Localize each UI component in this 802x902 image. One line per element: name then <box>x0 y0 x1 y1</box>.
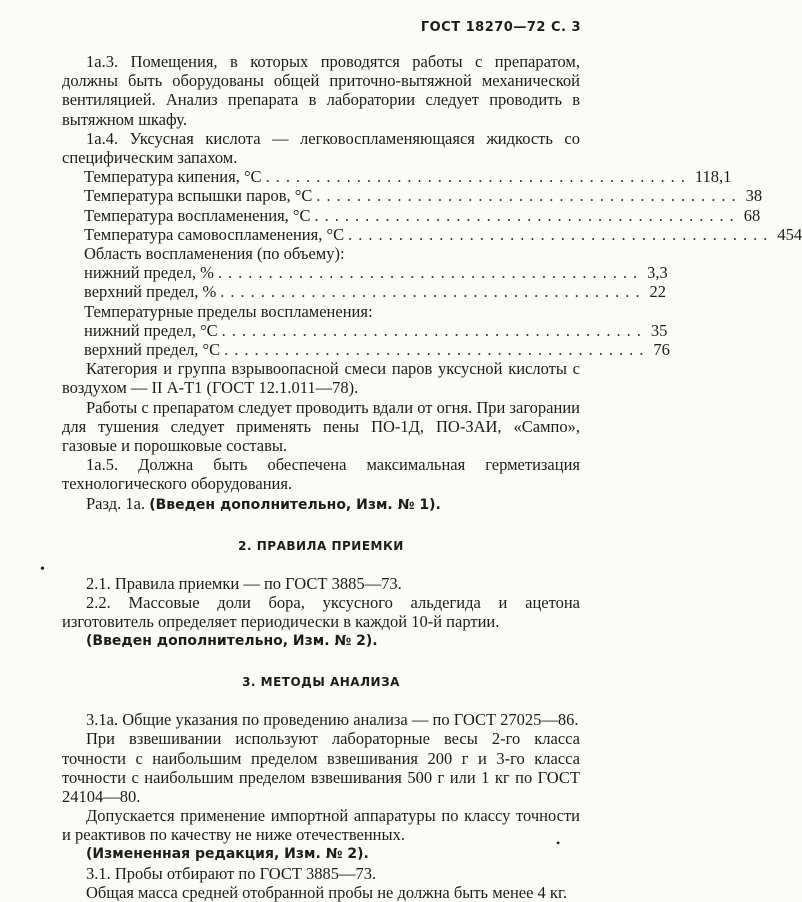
paragraph-1a5: 1а.5. Должна быть обеспечена максимальная герметизация технологического оборудования. <box>62 455 580 494</box>
property-label: нижний предел, % <box>84 263 214 283</box>
margin-mark: • <box>40 562 45 577</box>
paragraph-1a4: 1а.4. Уксусная кислота — легковоспламеняющаяся жидкость со специфическим запахом. <box>62 128 580 168</box>
property-row <box>62 167 732 187</box>
paragraph-category: Категория и группа взрывоопасной смеси паров уксусной кислоты с воздухом — II А-Т1 (ГОСТ 12.1.011—78). <box>62 359 580 398</box>
property-row <box>62 263 668 283</box>
property-label: Температура воспламенения, °С <box>84 205 311 225</box>
property-label: Температура вспышки паров, °С <box>84 186 313 206</box>
paragraph-2-2: 2.2. Массовые доли бора, уксусного альдегида и ацетона изготовитель определяет периодически в каждой 10-й партии. <box>62 593 580 632</box>
property-row <box>62 186 763 206</box>
temp-title: Температурные пределы воспламенения: <box>84 301 373 321</box>
property-label: нижний предел, °С <box>84 320 218 340</box>
paragraph-3-1: 3.1. Пробы отбирают по ГОСТ 3885—73. <box>86 863 377 883</box>
property-value: 454 <box>777 224 802 244</box>
paragraph-razd <box>62 494 580 515</box>
section-2-heading: 2. ПРАВИЛА ПРИЕМКИ <box>238 538 404 553</box>
property-row <box>62 282 667 302</box>
property-value: 35 <box>650 320 668 340</box>
paragraph-1a3: 1а.3. Помещения, в которых проводятся работы с препаратом, должны быть оборудованы общей приточно-вытяжной механической вентиляцией. Анализ препарата в лаборатории следует проводить в вытяжном шкафу. <box>62 52 580 129</box>
property-row <box>62 340 670 360</box>
paragraph-work: Работы с препаратом следует проводить вдали от огня. При загорании для тушения следует применять пены ПО-1Д, ПО-ЗАИ, «Сампо», газовые и порошковые составы. <box>62 397 580 456</box>
property-row <box>62 320 668 340</box>
property-label: Температура кипения, °С <box>84 167 262 187</box>
property-label: верхний предел, °С <box>84 340 221 360</box>
property-value: 118,1 <box>694 167 732 187</box>
property-label: верхний предел, % <box>84 282 217 302</box>
amendment-note-changed: (Измененная редакция, Изм. № 2). <box>86 845 369 862</box>
leader-dots: .......................................... <box>314 205 740 225</box>
paragraph-mass: Общая масса средней отобранной пробы не должна быть менее 4 кг. <box>86 882 567 902</box>
leader-dots: .......................................... <box>265 167 691 187</box>
paragraph-weighing: При взвешивании используют лабораторные весы 2-го класса точности с наибольшим пределом взвешивания 200 г и 3-го класса точности с наибольшим пределом взвешивания 500 г или 1 кг по ГОСТ 24104—80. <box>62 729 580 806</box>
paragraph-3-1a: 3.1а. Общие указания по проведению анализа — по ГОСТ 27025—86. <box>86 710 579 730</box>
property-value: 38 <box>745 186 763 206</box>
razd-prefix: Разд. 1а. <box>86 493 150 513</box>
section-3-heading: 3. МЕТОДЫ АНАЛИЗА <box>242 674 400 689</box>
leader-dots: .......................................... <box>348 224 774 244</box>
leader-dots: .......................................... <box>316 186 742 206</box>
property-value: 3,3 <box>647 263 668 283</box>
leader-dots: .......................................... <box>220 282 646 302</box>
property-row <box>62 205 761 225</box>
document-body <box>62 52 802 902</box>
margin-mark: • <box>556 836 561 850</box>
leader-dots: .......................................... <box>221 320 647 340</box>
property-label: Температура самовоспламенения, °С <box>84 224 345 244</box>
properties-table <box>62 167 802 360</box>
page-header: ГОСТ 18270—72 С. 3 <box>420 20 581 35</box>
property-row <box>62 224 802 244</box>
area-title: Область воспламенения (по объему): <box>84 244 345 264</box>
razd-note: (Введен дополнительно, Изм. № 1). <box>149 496 441 513</box>
property-value: 76 <box>653 340 670 360</box>
leader-dots: .......................................... <box>217 263 644 283</box>
leader-dots: .......................................... <box>224 340 650 360</box>
paragraph-2-1: 2.1. Правила приемки — по ГОСТ 3885—73. <box>86 574 402 594</box>
property-value: 68 <box>743 205 761 225</box>
paragraph-import: Допускается применение импортной аппаратуры по классу точности и реактивов по качеству не ниже отечественных. <box>62 806 580 845</box>
property-value: 22 <box>649 282 667 302</box>
amendment-note-2: (Введен дополнительно, Изм. № 2). <box>86 632 378 649</box>
